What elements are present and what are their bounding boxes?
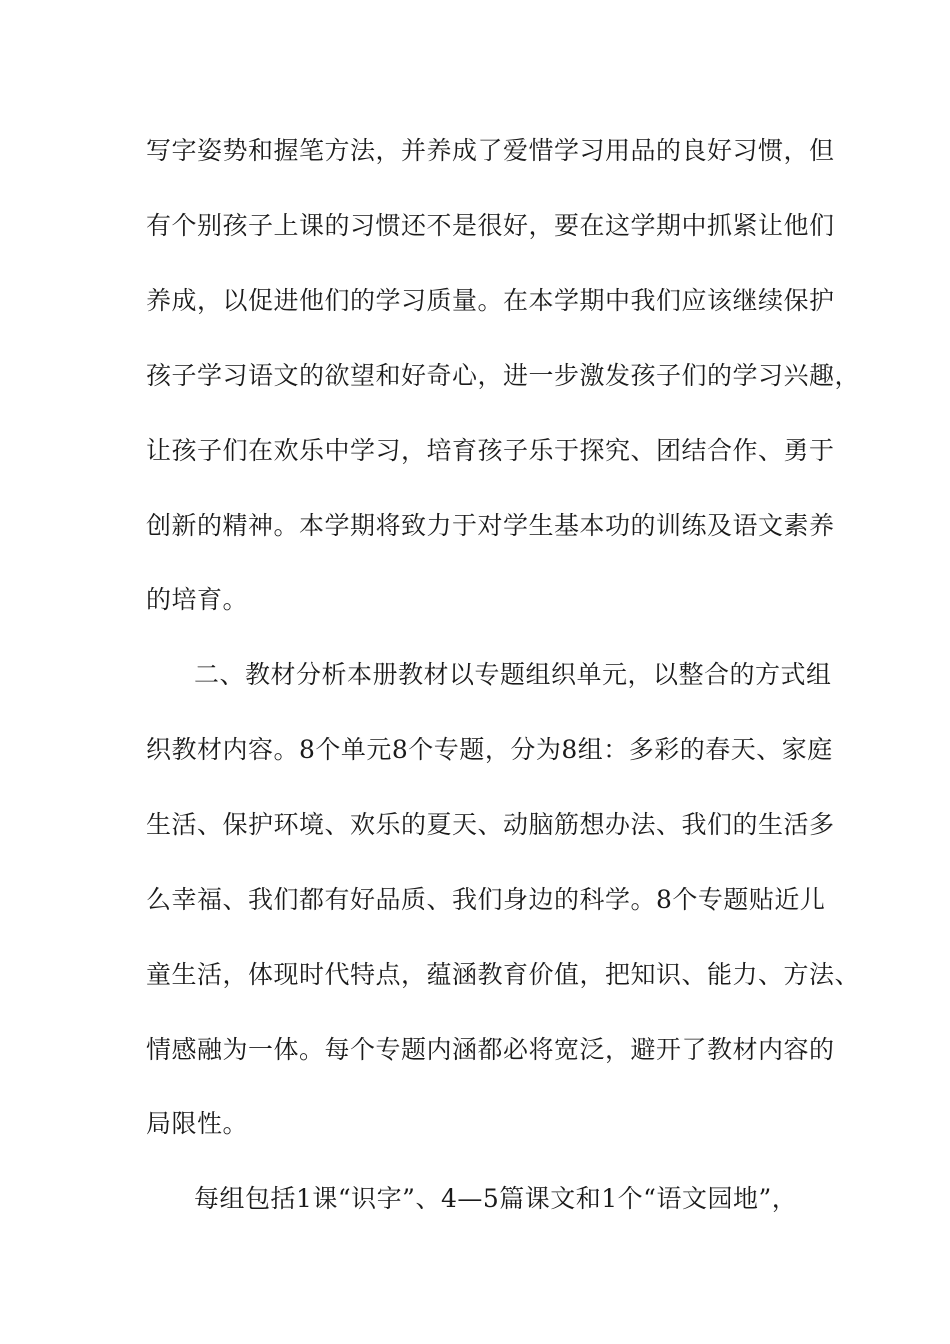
text-line: 有个别孩子上课的习惯还不是很好，要在这学期中抓紧让他们: [146, 211, 835, 240]
paragraph-start-line: 每组包括1课“识字”、4—5篇课文和1个“语文园地”，: [194, 1184, 798, 1213]
text-line: 让孩子们在欢乐中学习，培育孩子乐于探究、团结合作、勇于: [146, 436, 835, 465]
text-line: 的培育。: [146, 585, 249, 614]
text-line: 生活、保护环境、欢乐的夏天、动脑筋想办法、我们的生活多: [146, 810, 835, 839]
text-line: 养成，以促进他们的学习质量。在本学期中我们应该继续保护: [146, 286, 835, 315]
text-line: 局限性。: [146, 1109, 249, 1138]
text-line: 写字姿势和握笔方法，并养成了爱惜学习用品的良好习惯，但: [146, 136, 835, 165]
text-line: 创新的精神。本学期将致力于对学生基本功的训练及语文素养: [146, 511, 835, 540]
text-line: 情感融为一体。每个专题内涵都必将宽泛，避开了教材内容的: [146, 1035, 835, 1064]
text-line: 织教材内容。8个单元8个专题，分为8组：多彩的春天、家庭: [146, 735, 833, 764]
text-line: 童生活，体现时代特点，蕴涵教育价值，把知识、能力、方法、: [146, 960, 861, 989]
text-line: 孩子学习语文的欲望和好奇心，进一步激发孩子们的学习兴趣，: [146, 361, 861, 390]
section-heading-line: 二、教材分析本册教材以专题组织单元，以整合的方式组: [194, 660, 832, 689]
text-line: 么幸福、我们都有好品质、我们身边的科学。8个专题贴近儿: [146, 885, 826, 914]
